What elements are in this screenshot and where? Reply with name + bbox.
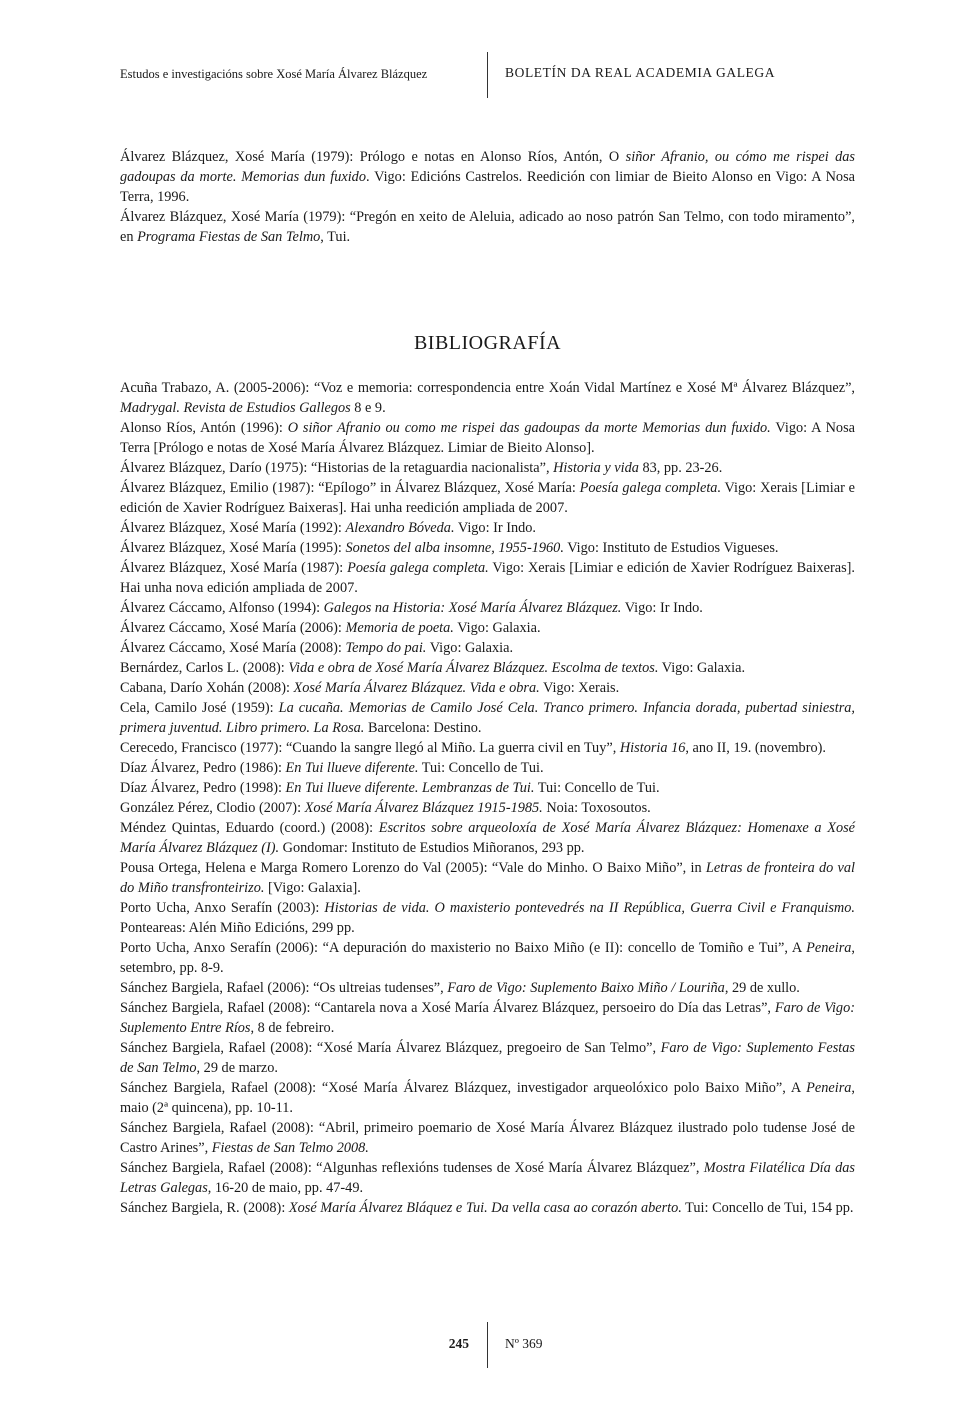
reference-text: , 8 de febreiro. bbox=[250, 1020, 335, 1036]
reference-text: Álvarez Blázquez, Xosé María (1979): “Pregón en xeito de Aleluia, adicado ao noso patrón San Telmo, con todo miramento”, en bbox=[120, 209, 855, 245]
reference-text: Porto Ucha, Anxo Serafín (2003): bbox=[120, 900, 325, 916]
reference-text: Cerecedo, Francisco (1977): “Cuando la sangre llegó al Miño. La guerra civil en Tuy”, bbox=[120, 740, 620, 756]
header-journal-title: BOLETÍN DA REAL ACADEMIA GALEGA bbox=[505, 65, 776, 80]
reference-text: Acuña Trabazo, A. (2005-2006): “Voz e memoria: correspondencia entre Xoán Vidal Martínez e Xosé Mª Álvarez Blázquez”, bbox=[120, 380, 855, 396]
reference-title: Memoria de poeta. bbox=[345, 620, 454, 636]
reference-text: , 29 de xullo. bbox=[724, 980, 800, 996]
reference-text: Sánchez Bargiela, Rafael (2008): “Xosé María Álvarez Blázquez, pregoeiro de San Telmo”, bbox=[120, 1040, 661, 1056]
reference-entry bbox=[120, 1078, 855, 1118]
prelude-references bbox=[120, 147, 855, 247]
reference-entry bbox=[120, 758, 855, 778]
reference-text: Álvarez Cáccamo, Xosé María (2006): bbox=[120, 620, 346, 636]
reference-text: Vigo: Galaxia. bbox=[426, 640, 514, 656]
reference-text: Álvarez Cáccamo, Alfonso (1994): bbox=[120, 600, 324, 616]
page-number: 245 bbox=[448, 1336, 469, 1351]
reference-text: Álvarez Blázquez, Xosé María (1992): bbox=[120, 520, 346, 536]
running-header bbox=[0, 52, 975, 100]
reference-title: Peneira bbox=[806, 940, 852, 956]
reference-title: Tempo do pai. bbox=[345, 640, 427, 656]
reference-title: Historia y vida bbox=[553, 460, 639, 476]
reference-title: La cucaña. Memorias de Camilo José Cela. Tranco primero. Infancia dorada, pubertad siniestra, primera juventud. Libro primero. La Rosa. bbox=[120, 700, 855, 736]
reference-text: , ano II, 19. (novembro). bbox=[685, 740, 826, 756]
reference-entry bbox=[120, 458, 855, 478]
reference-text: Vigo: Ir Indo. bbox=[621, 600, 703, 616]
reference-entry bbox=[120, 378, 855, 418]
reference-entry bbox=[120, 698, 855, 738]
reference-text: Pousa Ortega, Helena e Marga Romero Lorenzo do Val (2005): “Vale do Minho. O Baixo Miño”, in bbox=[120, 860, 706, 876]
reference-entry bbox=[120, 598, 855, 618]
reference-text: , maio (2ª quincena), pp. 10-11. bbox=[120, 1080, 855, 1116]
reference-title: Mostra Filatélica Día das Letras Galegas bbox=[120, 1160, 855, 1196]
reference-text: Álvarez Blázquez, Xosé María (1987): bbox=[120, 560, 348, 576]
reference-text: 83, pp. 23-26. bbox=[638, 460, 723, 476]
reference-entry bbox=[120, 518, 855, 538]
reference-title: Faro de Vigo: Suplemento Baixo Miño / Louriña bbox=[447, 980, 725, 996]
reference-text: Vigo: Xerais [Limiar e edición de Xavier Rodríguez Baixeras]. Hai unha nova edición ampliada de 2007. bbox=[120, 560, 855, 596]
reference-text: Méndez Quintas, Eduardo (coord.) (2008): bbox=[120, 820, 379, 836]
reference-text: . Vigo: Edicións Castrelos. Reedición con limiar de Bieito Alonso en Vigo: A Nosa Terra, 1996. bbox=[120, 169, 855, 205]
reference-title: Historias de vida. O maxisterio pontevedrés na II República, Guerra Civil e Franquismo. bbox=[324, 900, 855, 916]
reference-entry bbox=[120, 658, 855, 678]
reference-text: Sánchez Bargiela, Rafael (2008): “Xosé María Álvarez Blázquez, investigador arqueolóxico polo Baixo Miño”, A bbox=[120, 1080, 807, 1096]
footer-divider bbox=[487, 1322, 488, 1368]
reference-entry bbox=[120, 1038, 855, 1078]
reference-text: Álvarez Blázquez, Xosé María (1995): bbox=[120, 540, 346, 556]
reference-entry bbox=[120, 998, 855, 1038]
reference-title: Poesía galega completa. bbox=[579, 480, 722, 496]
reference-entry bbox=[120, 1198, 855, 1218]
running-footer bbox=[0, 1322, 975, 1370]
reference-text: Tui: Concello de Tui. bbox=[534, 780, 660, 796]
reference-text: Bernárdez, Carlos L. (2008): bbox=[120, 660, 289, 676]
reference-text: Díaz Álvarez, Pedro (1998): bbox=[120, 780, 286, 796]
reference-entry bbox=[120, 778, 855, 798]
reference-entry bbox=[120, 898, 855, 938]
reference-text: Tui: Concello de Tui, 154 pp. bbox=[681, 1200, 854, 1216]
reference-text: , 29 de marzo. bbox=[196, 1060, 278, 1076]
reference-entry bbox=[120, 818, 855, 858]
reference-text: Sánchez Bargiela, Rafael (2008): “Cantarela nova a Xosé María Álvarez Blázquez, persoeiro do Día das Letras”, bbox=[120, 1000, 775, 1016]
reference-title: Sonetos del alba insomne, 1955-1960. bbox=[345, 540, 564, 556]
reference-entry bbox=[120, 207, 855, 247]
reference-title: Faro de Vigo: Suplemento Festas de San Telmo bbox=[120, 1040, 855, 1076]
reference-title: En Tui llueve diferente. Lembranzas de Tui. bbox=[285, 780, 535, 796]
reference-text: Sánchez Bargiela, Rafael (2008): “Algunhas reflexións tudenses de Xosé María Álvarez Blázquez”, bbox=[120, 1160, 704, 1176]
reference-text: Vigo: Xerais. bbox=[539, 680, 620, 696]
reference-entry bbox=[120, 858, 855, 898]
reference-text: Ponteareas: Alén Miño Edicións, 299 pp. bbox=[120, 920, 355, 936]
header-series-title: Estudos e investigacións sobre Xosé María Álvarez Blázquez bbox=[120, 67, 428, 81]
reference-entry bbox=[120, 678, 855, 698]
reference-entry bbox=[120, 1158, 855, 1198]
reference-text: Tui: Concello de Tui. bbox=[418, 760, 544, 776]
reference-text: Sánchez Bargiela, Rafael (2008): “Abril, primeiro poemario de Xosé María Álvarez Blázquez ilustrado polo tudense José de Castro Arines”, bbox=[120, 1120, 855, 1156]
issue-number: Nº 369 bbox=[505, 1336, 543, 1351]
reference-title: Historia 16 bbox=[619, 740, 686, 756]
reference-text: 8 e 9. bbox=[350, 400, 386, 416]
reference-title: Alexandro Bóveda. bbox=[345, 520, 455, 536]
reference-title: Peneira bbox=[806, 1080, 852, 1096]
reference-text: Díaz Álvarez, Pedro (1986): bbox=[120, 760, 286, 776]
bibliography-list bbox=[120, 378, 855, 1218]
reference-text: Vigo: Galaxia. bbox=[453, 620, 541, 636]
reference-title: Poesía galega completa. bbox=[347, 560, 489, 576]
reference-text: Alonso Ríos, Antón (1996): bbox=[120, 420, 288, 436]
reference-entry bbox=[120, 798, 855, 818]
reference-entry bbox=[120, 538, 855, 558]
reference-text: Gondomar: Instituto de Estudios Miñoranos, 293 pp. bbox=[279, 840, 585, 856]
reference-entry bbox=[120, 478, 855, 518]
reference-text: [Vigo: Galaxia]. bbox=[264, 880, 361, 896]
header-divider bbox=[487, 52, 488, 98]
reference-text: Vigo: Galaxia. bbox=[658, 660, 746, 676]
reference-text: , setembro, pp. 8-9. bbox=[120, 940, 855, 976]
reference-title: Fiestas de San Telmo 2008. bbox=[211, 1140, 369, 1156]
reference-text: Álvarez Blázquez, Emilio (1987): “Epílogo” in Álvarez Blázquez, Xosé María: bbox=[120, 480, 580, 496]
reference-text: González Pérez, Clodio (2007): bbox=[120, 800, 305, 816]
reference-entry bbox=[120, 978, 855, 998]
reference-title: Letras de fronteira do val do Miño transfronteirizo. bbox=[120, 860, 855, 896]
reference-text: Vigo: Ir Indo. bbox=[454, 520, 537, 536]
reference-title: En Tui llueve diferente. bbox=[285, 760, 419, 776]
reference-title: Galegos na Historia: Xosé María Álvarez Blázquez. bbox=[323, 600, 622, 616]
reference-text: Porto Ucha, Anxo Serafín (2006): “A depuración do maxisterio no Baixo Miño (e II): concello de Tomiño e Tui”, A bbox=[120, 940, 807, 956]
reference-title: Xosé María Álvarez Blázquez 1915-1985. bbox=[304, 800, 543, 816]
reference-text: , 16-20 de maio, pp. 47-49. bbox=[207, 1180, 364, 1196]
reference-title: Xosé María Álvarez Bláquez e Tui. Da vella casa ao corazón aberto. bbox=[288, 1200, 682, 1216]
reference-entry bbox=[120, 938, 855, 978]
reference-text: Cabana, Darío Xohán (2008): bbox=[120, 680, 294, 696]
reference-entry bbox=[120, 738, 855, 758]
reference-entry bbox=[120, 418, 855, 458]
reference-text: Sánchez Bargiela, R. (2008): bbox=[120, 1200, 289, 1216]
reference-entry bbox=[120, 618, 855, 638]
reference-text: Barcelona: Destino. bbox=[364, 720, 482, 736]
reference-entry bbox=[120, 558, 855, 598]
reference-text: Noia: Toxosoutos. bbox=[542, 800, 651, 816]
reference-title: O siñor Afranio ou como me rispei das gadoupas da morte Memorias dun fuxido. bbox=[287, 420, 771, 436]
reference-text: Álvarez Blázquez, Xosé María (1979): Prólogo e notas en Alonso Ríos, Antón, O bbox=[120, 149, 626, 165]
reference-entry bbox=[120, 147, 855, 207]
reference-entry bbox=[120, 1118, 855, 1158]
reference-entry bbox=[120, 638, 855, 658]
reference-text: Álvarez Cáccamo, Xosé María (2008): bbox=[120, 640, 346, 656]
reference-title: Xosé María Álvarez Blázquez. Vida e obra. bbox=[293, 680, 540, 696]
reference-text: Vigo: Xerais [Limiar e edición de Xavier Rodríguez Baixeras]. Hai unha reedición ampliada de 2007. bbox=[120, 480, 855, 516]
reference-text: Cela, Camilo José (1959): bbox=[120, 700, 279, 716]
reference-title: Madrygal. Revista de Estudios Gallegos bbox=[120, 400, 351, 416]
reference-title: Vida e obra de Xosé María Álvarez Blázquez. Escolma de textos. bbox=[288, 660, 659, 676]
reference-text: Sánchez Bargiela, Rafael (2006): “Os ultreias tudenses”, bbox=[120, 980, 448, 996]
reference-text: , Tui. bbox=[320, 229, 351, 245]
reference-title: Programa Fiestas de San Telmo bbox=[137, 229, 321, 245]
reference-title: siñor Afranio, ou cómo me rispei das gadoupas da morte. Memorias dun fuxido bbox=[120, 149, 855, 185]
section-title: BIBLIOGRAFÍA bbox=[413, 332, 562, 354]
reference-text: Álvarez Blázquez, Darío (1975): “Historias de la retaguardia nacionalista”, bbox=[120, 460, 554, 476]
reference-title: Faro de Vigo: Suplemento Entre Ríos bbox=[120, 1000, 855, 1036]
reference-text: Vigo: A Nosa Terra [Prólogo e notas de Xosé María Álvarez Blázquez. Limiar de Bieito Alonso]. bbox=[120, 420, 855, 456]
reference-title: Escritos sobre arqueoloxía de Xosé María Álvarez Blázquez: Homenaxe a Xosé María Álvarez Blázquez (I). bbox=[120, 820, 855, 856]
reference-text: Vigo: Instituto de Estudios Vigueses. bbox=[563, 540, 779, 556]
